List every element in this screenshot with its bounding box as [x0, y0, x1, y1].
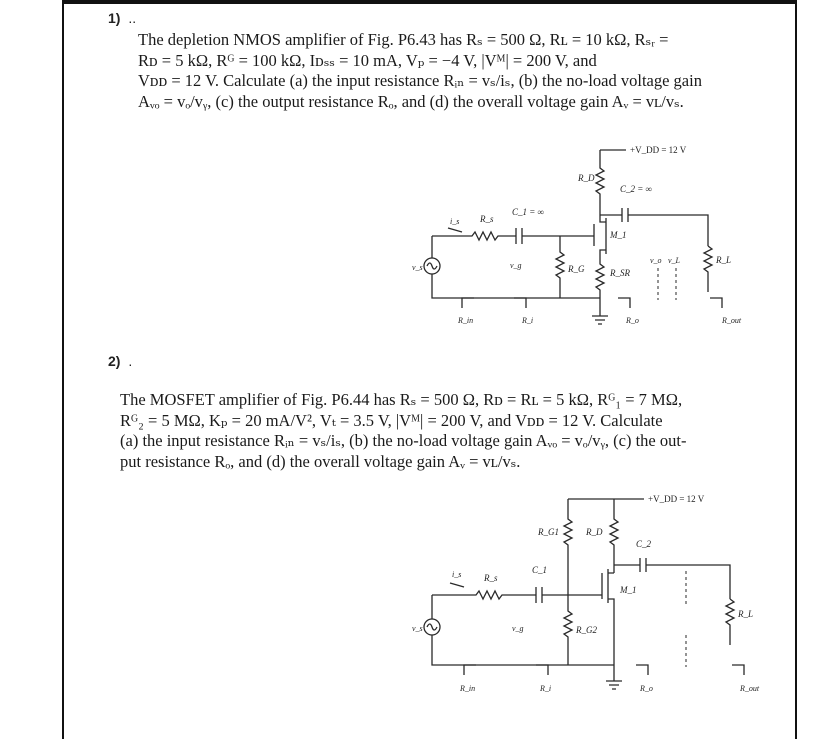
- problem-1-statement: [138, 30, 702, 112]
- problem-2-statement: [120, 390, 686, 472]
- is-label: i_s: [452, 570, 462, 579]
- output-port-dashes: [658, 268, 676, 300]
- rin-arrow: [464, 665, 476, 675]
- rg1-resistor: [564, 499, 572, 595]
- output-wire: [628, 215, 708, 246]
- ro-arrow: [618, 298, 630, 308]
- rd-label: R_D: [578, 173, 595, 183]
- ro-arrow: [636, 665, 648, 675]
- problem-1-number-text: 1): [108, 10, 121, 26]
- vdd-label: +V_DD = 12 V: [648, 494, 705, 504]
- rd-label: R_D: [586, 527, 603, 537]
- circuit-figure-p6-44: [400, 485, 780, 695]
- rin-label: R_in: [460, 684, 476, 693]
- problem-2-line-2: Rᴳ₂ = 5 MΩ, Kₚ = 20 mA/V², Vₜ = 3.5 V, |Vᴹ| = 200 V, and Vᴅᴅ = 12 V. Calculate: [120, 410, 663, 430]
- vo-label: v_o: [650, 256, 662, 265]
- ro-label: R_o: [640, 684, 653, 693]
- c2-capacitor: [640, 558, 646, 572]
- right-frame-border: [795, 0, 797, 739]
- rg2-label: R_G2: [576, 625, 597, 635]
- problem-1-line-1: The depletion NMOS amplifier of Fig. P6.43 has Rₛ = 500 Ω, Rʟ = 10 kΩ, Rₛᵣ =: [138, 30, 669, 49]
- rout-label: R_out: [722, 316, 742, 325]
- left-frame-border: [62, 0, 64, 739]
- c2-label: C_2: [636, 539, 652, 549]
- problem-1-number: [108, 10, 136, 26]
- rg-label: R_G: [568, 264, 585, 274]
- c1-capacitor: [536, 587, 542, 603]
- rl-resistor: [726, 599, 734, 645]
- is-arrow: [448, 228, 462, 232]
- rl-resistor: [704, 246, 712, 292]
- vl-label: v_L: [668, 256, 680, 265]
- ground-symbol: [592, 298, 608, 324]
- problem-2-line-3: (a) the input resistance Rᵢₙ = vₛ/iₛ, (b) the no-load voltage gain Aᵥₒ = vₒ/vᵧ, (c) the out-: [120, 431, 687, 450]
- ri-arrow: [536, 665, 548, 675]
- rs-resistor: [432, 591, 536, 599]
- rout-label: R_out: [740, 684, 760, 693]
- ri-arrow: [514, 298, 526, 308]
- vs-source-wave: [427, 263, 437, 269]
- ground-symbol: [606, 665, 622, 689]
- m1-label: M_1: [610, 230, 627, 240]
- rs-resistor: [432, 232, 516, 240]
- rout-arrow: [732, 665, 744, 675]
- ri-label: R_i: [522, 316, 534, 325]
- problem-2-line-1: The MOSFET amplifier of Fig. P6.44 has Rₛ = 500 Ω, Rᴅ = Rʟ = 5 kΩ, Rᴳ₁ = 7 MΩ,: [120, 390, 683, 409]
- rin-arrow: [462, 298, 474, 308]
- c1-capacitor: [516, 228, 522, 244]
- m1-channel: [608, 569, 614, 635]
- rg2-resistor: [564, 595, 572, 665]
- window-top-border: [62, 0, 797, 4]
- rin-label: R_in: [458, 316, 474, 325]
- vg-label: v_g: [512, 624, 524, 633]
- rs-label: R_s: [480, 214, 494, 224]
- rsr-label: R_SR: [610, 268, 630, 278]
- c1-label: C_1: [532, 565, 548, 575]
- problem-2-marker: .: [128, 353, 133, 369]
- m1-channel: [600, 215, 606, 258]
- rg-resistor: [556, 236, 564, 298]
- m1-label: M_1: [620, 585, 637, 595]
- is-arrow: [450, 583, 464, 587]
- problem-2-number-text: 2): [108, 353, 121, 369]
- c1-label: C_1 = ∞: [512, 207, 544, 217]
- is-label: i_s: [450, 217, 460, 226]
- rg1-label: R_G1: [538, 527, 559, 537]
- vg-label: v_g: [510, 261, 522, 270]
- rd-resistor: [610, 499, 618, 573]
- problem-1-line-2: Rᴅ = 5 kΩ, Rᴳ = 100 kΩ, Iᴅₛₛ = 10 mA, Vₚ = −4 V, |Vᴹ| = 200 V, and: [138, 50, 597, 70]
- vs-label: v_s: [412, 263, 423, 272]
- rl-label: R_L: [716, 255, 732, 265]
- vs-label: v_s: [412, 624, 423, 633]
- rs-label: R_s: [484, 573, 498, 583]
- output-wire: [646, 565, 730, 599]
- rsr-resistor: [596, 258, 604, 298]
- rl-label: R_L: [738, 609, 754, 619]
- problem-2-number: [108, 353, 132, 369]
- vdd-label: +V_DD = 12 V: [630, 145, 687, 155]
- circuit-figure-p6-43: [400, 140, 760, 335]
- problem-1-line-3: Vᴅᴅ = 12 V. Calculate (a) the input resistance Rᵢₙ = vₛ/iₛ, (b) the no-load voltage gain: [138, 71, 702, 90]
- vs-source-wave: [427, 624, 437, 630]
- rd-resistor: [596, 150, 604, 215]
- c2-capacitor: [622, 208, 628, 222]
- ri-label: R_i: [540, 684, 552, 693]
- c2-label: C_2 = ∞: [620, 184, 652, 194]
- problem-1-line-4: Aᵥₒ = vₒ/vᵧ, (c) the output resistance Rₒ, and (d) the overall voltage gain Aᵥ = vʟ/vₛ.: [138, 91, 684, 111]
- problem-2-line-4: put resistance Rₒ, and (d) the overall voltage gain Aᵥ = vʟ/vₛ.: [120, 451, 521, 471]
- rout-arrow: [710, 298, 722, 308]
- problem-1-marker: ..: [128, 10, 137, 26]
- ro-label: R_o: [626, 316, 639, 325]
